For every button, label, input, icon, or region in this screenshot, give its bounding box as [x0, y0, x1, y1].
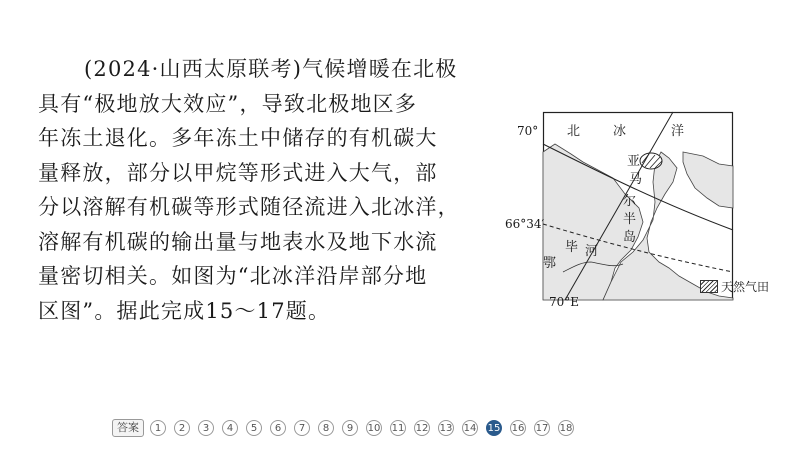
page-button-18[interactable]: 18 [558, 420, 574, 436]
river-char: 鄂 [543, 256, 557, 271]
page-button-4[interactable]: 4 [222, 420, 238, 436]
ocean-char: 北 [567, 124, 581, 139]
page-button-17[interactable]: 17 [534, 420, 550, 436]
gas-field-legend-icon [700, 280, 718, 293]
page-navigation [112, 419, 582, 437]
page-button-8[interactable]: 8 [318, 420, 334, 436]
ocean-char: 冰 [613, 124, 627, 139]
page-button-9[interactable]: 9 [342, 420, 358, 436]
question-line: 具有“极地放大效应”，导致北极地区多 [38, 91, 418, 116]
map-legend [700, 278, 769, 295]
peninsula-char: 尔 [623, 194, 637, 209]
page-button-3[interactable]: 3 [198, 420, 214, 436]
page-button-15-current[interactable]: 15 [486, 420, 502, 436]
lat-66-label: 66°34′ [505, 217, 545, 231]
question-line: (2024·山西太原联考)气候增暖在北极 [84, 57, 458, 81]
question-line: 分以溶解有机碳等形式随径流进入北冰洋， [38, 195, 460, 219]
page-button-11[interactable]: 11 [390, 420, 406, 436]
peninsula-char: 岛 [623, 230, 637, 245]
answer-button[interactable]: 答案 [112, 419, 144, 437]
legend-label: 天然气田 [721, 280, 770, 294]
ocean-char: 洋 [671, 124, 685, 139]
peninsula-char: 半 [623, 212, 637, 227]
lon-70e-label: 70°E [549, 295, 580, 309]
question-line: 年冻土退化。多年冻土中储存的有机碳大 [38, 126, 438, 150]
page-button-13[interactable]: 13 [438, 420, 454, 436]
page-button-6[interactable]: 6 [270, 420, 286, 436]
page-button-2[interactable]: 2 [174, 420, 190, 436]
question-text [38, 52, 478, 328]
river-char: 河 [585, 244, 599, 259]
page-button-5[interactable]: 5 [246, 420, 262, 436]
lat-70-label: 70° [517, 124, 539, 138]
page-button-7[interactable]: 7 [294, 420, 310, 436]
peninsula-char: 马 [629, 172, 643, 187]
river-char: 毕 [565, 240, 579, 255]
page-button-16[interactable]: 16 [510, 420, 526, 436]
page-button-14[interactable]: 14 [462, 420, 478, 436]
question-line: 溶解有机碳的输出量与地表水及地下水流 [38, 229, 438, 254]
page-button-10[interactable]: 10 [366, 420, 382, 436]
page-button-1[interactable]: 1 [150, 420, 166, 436]
question-line: 量释放，部分以甲烷等形式进入大气，部 [38, 160, 438, 185]
question-line: 区图”。据此完成15～17题。 [38, 298, 331, 323]
peninsula-char: 亚 [627, 154, 641, 169]
question-line: 量密切相关。如图为“北冰洋沿岸部分地 [38, 264, 428, 288]
page-button-12[interactable]: 12 [414, 420, 430, 436]
